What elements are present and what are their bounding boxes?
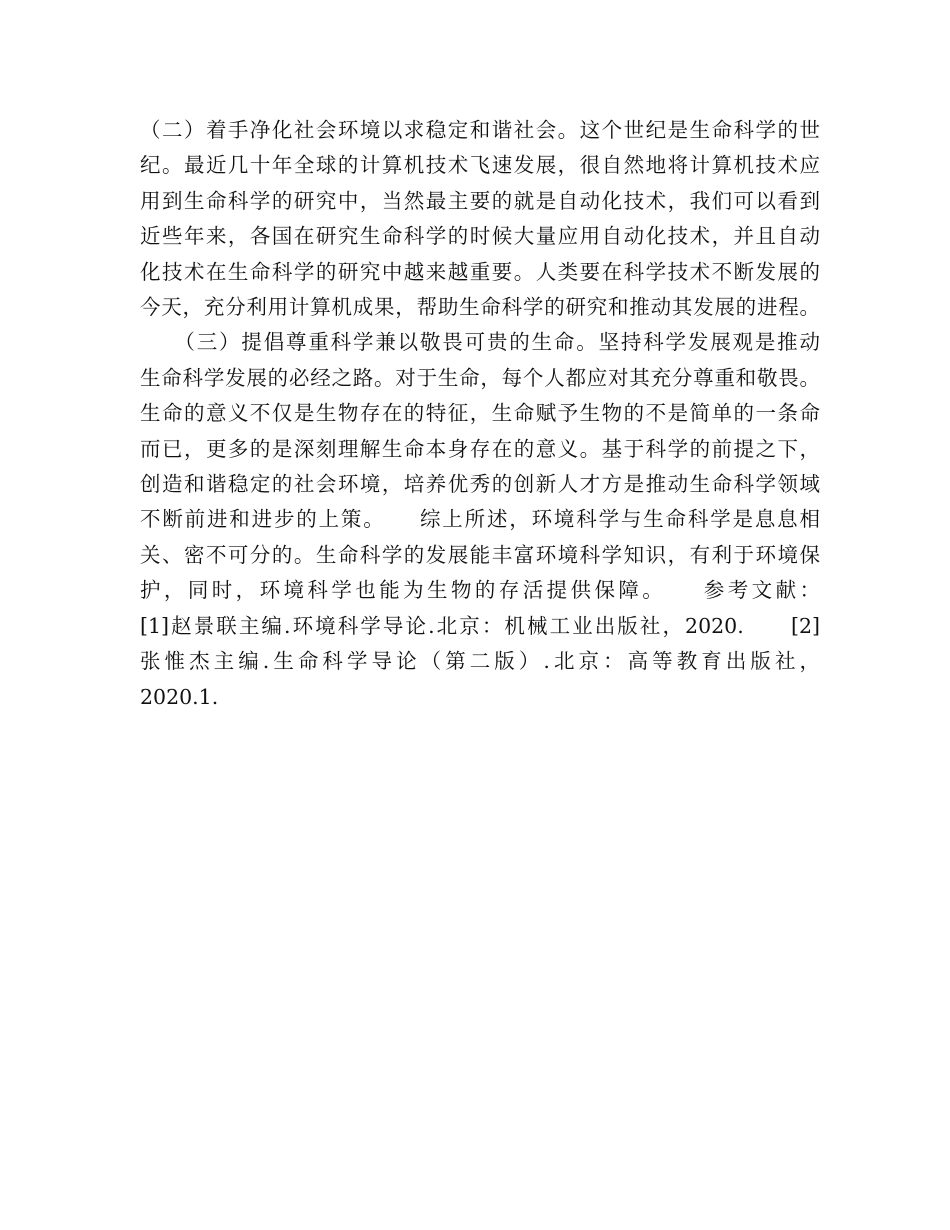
reference-line: 张惟杰主编.生命科学导论（第二版）.北京：高等教育出版社， <box>140 649 820 674</box>
reference-line: 2020.1. <box>140 684 219 709</box>
document-body <box>140 113 820 715</box>
text-line: 今天，充分利用计算机成果，帮助生命科学的研究和推动其发展的进程。 <box>140 295 820 320</box>
text-line: （三）提倡尊重科学兼以敬畏可贵的生命。坚持科学发展观是推动 <box>140 330 820 355</box>
text-line: 关、密不可分的。生命科学的发展能丰富环境科学知识，有利于环境保 <box>140 542 820 567</box>
text-line: 生命的意义不仅是生物存在的特征，生命赋予生物的不是简单的一条命 <box>140 401 820 426</box>
text-line: 而已，更多的是深刻理解生命本身存在的意义。基于科学的前提之下， <box>140 436 820 461</box>
text-line: 近些年来，各国在研究生命科学的时候大量应用自动化技术，并且自动 <box>140 224 820 249</box>
text-line: 化技术在生命科学的研究中越来越重要。人类要在科学技术不断发展的 <box>140 259 820 284</box>
reference-line: [1]赵景联主编.环境科学导论.北京：机械工业出版社，2020. [2] <box>140 613 820 638</box>
text-line: 纪。最近几十年全球的计算机技术飞速发展，很自然地将计算机技术应 <box>140 153 820 178</box>
text-line: 创造和谐稳定的社会环境，培养优秀的创新人才方是推动生命科学领域 <box>140 472 820 497</box>
text-line: 不断前进和进步的上策。 综上所述，环境科学与生命科学是息息相 <box>140 507 820 532</box>
text-line: 护，同时，环境科学也能为生物的存活提供保障。 参考文献： <box>140 578 820 603</box>
text-line: （二）着手净化社会环境以求稳定和谐社会。这个世纪是生命科学的世 <box>140 118 820 142</box>
text-line: 用到生命科学的研究中，当然最主要的就是自动化技术，我们可以看到 <box>140 188 820 213</box>
text-line: 生命科学发展的必经之路。对于生命，每个人都应对其充分尊重和敬畏。 <box>140 365 820 390</box>
